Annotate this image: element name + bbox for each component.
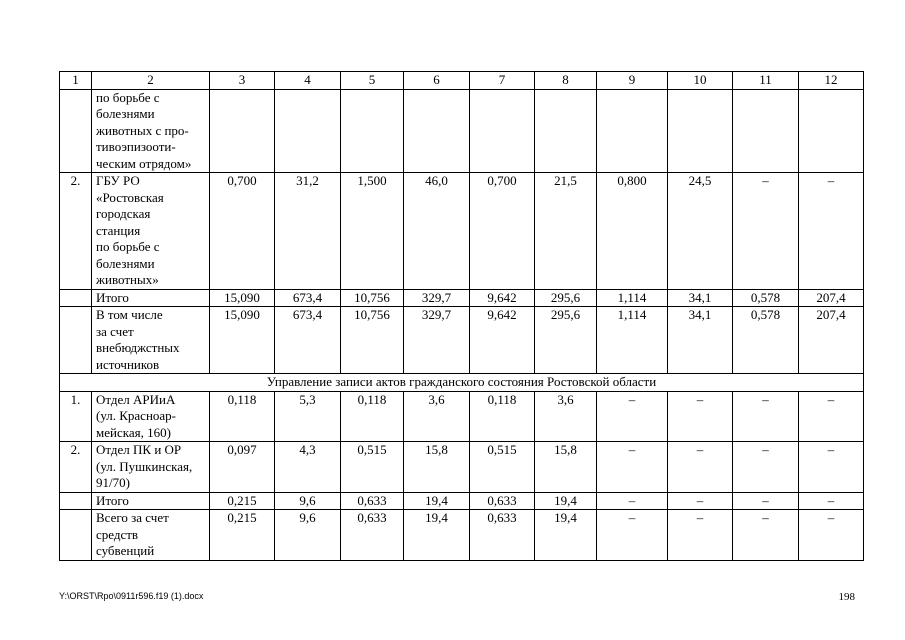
row-number-cell	[60, 307, 92, 374]
value-cell	[733, 89, 799, 173]
footer-page-number: 198	[838, 591, 855, 603]
value-cell: –	[799, 173, 864, 290]
value-cell: 0,700	[470, 173, 535, 290]
value-cell: 0,800	[597, 173, 668, 290]
value-cell: 9,642	[470, 307, 535, 374]
value-cell	[799, 89, 864, 173]
value-cell: 21,5	[535, 173, 597, 290]
value-cell: 0,097	[210, 442, 275, 493]
value-cell: 1,500	[341, 173, 404, 290]
column-number-header: 10	[668, 72, 733, 90]
value-cell: –	[733, 173, 799, 290]
column-number-header: 5	[341, 72, 404, 90]
value-cell: –	[733, 510, 799, 561]
column-number-header: 4	[275, 72, 341, 90]
value-cell: 19,4	[535, 492, 597, 510]
value-cell: –	[597, 510, 668, 561]
value-cell: 0,515	[470, 442, 535, 493]
value-cell: 1,114	[597, 289, 668, 307]
value-cell: 24,5	[668, 173, 733, 290]
value-cell: –	[597, 391, 668, 442]
value-cell: 15,090	[210, 289, 275, 307]
column-number-header: 9	[597, 72, 668, 90]
table-row	[60, 391, 864, 442]
value-cell: 0,578	[733, 289, 799, 307]
value-cell: 1,114	[597, 307, 668, 374]
value-cell: 15,090	[210, 307, 275, 374]
value-cell: 0,118	[470, 391, 535, 442]
value-cell: 3,6	[535, 391, 597, 442]
value-cell: 207,4	[799, 289, 864, 307]
row-number-cell	[60, 510, 92, 561]
value-cell: –	[799, 492, 864, 510]
value-cell: 0,515	[341, 442, 404, 493]
value-cell	[597, 89, 668, 173]
value-cell: 5,3	[275, 391, 341, 442]
value-cell: –	[668, 492, 733, 510]
value-cell: –	[733, 492, 799, 510]
value-cell: 0,700	[210, 173, 275, 290]
value-cell: 0,215	[210, 510, 275, 561]
table-row	[60, 442, 864, 493]
value-cell: 0,633	[341, 510, 404, 561]
value-cell: –	[597, 442, 668, 493]
value-cell	[404, 89, 470, 173]
table-row	[60, 307, 864, 374]
value-cell: 15,8	[404, 442, 470, 493]
value-cell: 34,1	[668, 307, 733, 374]
value-cell: 673,4	[275, 289, 341, 307]
value-cell: 10,756	[341, 307, 404, 374]
value-cell: 9,642	[470, 289, 535, 307]
value-cell: 295,6	[535, 289, 597, 307]
row-name-cell: Отдел АРИиА (ул. Красноар- мейская, 160)	[92, 391, 210, 442]
value-cell: –	[668, 391, 733, 442]
value-cell	[275, 89, 341, 173]
value-cell: 0,633	[341, 492, 404, 510]
value-cell: –	[799, 442, 864, 493]
value-cell: 19,4	[404, 510, 470, 561]
column-number-header: 12	[799, 72, 864, 90]
value-cell	[210, 89, 275, 173]
column-number-header: 11	[733, 72, 799, 90]
table-row	[60, 492, 864, 510]
value-cell: –	[597, 492, 668, 510]
value-cell: 10,756	[341, 289, 404, 307]
value-cell: 673,4	[275, 307, 341, 374]
value-cell: 9,6	[275, 510, 341, 561]
value-cell: –	[799, 391, 864, 442]
row-name-cell: по борьбе с болезнями животных с про- тивоэпизооти- ческим отрядом»	[92, 89, 210, 173]
section-row	[60, 374, 864, 392]
column-number-header: 1	[60, 72, 92, 90]
value-cell: 46,0	[404, 173, 470, 290]
value-cell	[470, 89, 535, 173]
column-number-header: 3	[210, 72, 275, 90]
value-cell: 19,4	[535, 510, 597, 561]
value-cell: 0,118	[210, 391, 275, 442]
value-cell: 207,4	[799, 307, 864, 374]
section-title: Управление записи актов гражданского состояния Ростовской области	[60, 374, 864, 392]
header-row	[60, 72, 864, 90]
value-cell: –	[733, 442, 799, 493]
footer-file-path: Y:\ORST\Rpo\0911r596.f19 (1).docx	[59, 591, 204, 601]
value-cell: 329,7	[404, 307, 470, 374]
value-cell	[341, 89, 404, 173]
value-cell: 9,6	[275, 492, 341, 510]
value-cell	[668, 89, 733, 173]
value-cell: 295,6	[535, 307, 597, 374]
value-cell: 34,1	[668, 289, 733, 307]
value-cell: –	[733, 391, 799, 442]
row-number-cell	[60, 289, 92, 307]
row-name-cell: Отдел ПК и ОР (ул. Пушкинская, 91/70)	[92, 442, 210, 493]
row-number-cell: 1.	[60, 391, 92, 442]
data-table	[59, 71, 864, 561]
row-name-cell: Всего за счет средств субвенций	[92, 510, 210, 561]
row-name-cell: Итого	[92, 492, 210, 510]
row-number-cell	[60, 492, 92, 510]
table-row	[60, 89, 864, 173]
value-cell: 15,8	[535, 442, 597, 493]
value-cell: –	[668, 442, 733, 493]
column-number-header: 8	[535, 72, 597, 90]
column-number-header: 6	[404, 72, 470, 90]
value-cell	[535, 89, 597, 173]
value-cell: 0,118	[341, 391, 404, 442]
value-cell: 0,633	[470, 510, 535, 561]
value-cell: 19,4	[404, 492, 470, 510]
value-cell: 329,7	[404, 289, 470, 307]
value-cell: 0,578	[733, 307, 799, 374]
value-cell: 3,6	[404, 391, 470, 442]
row-number-cell: 2.	[60, 442, 92, 493]
value-cell: 4,3	[275, 442, 341, 493]
value-cell: 31,2	[275, 173, 341, 290]
value-cell: –	[668, 510, 733, 561]
column-number-header: 7	[470, 72, 535, 90]
row-number-cell: 2.	[60, 173, 92, 290]
row-number-cell	[60, 89, 92, 173]
column-number-header: 2	[92, 72, 210, 90]
table-row	[60, 173, 864, 290]
value-cell: 0,633	[470, 492, 535, 510]
row-name-cell: ГБУ РО «Ростовская городская станция по борьбе с болезнями животных»	[92, 173, 210, 290]
value-cell: 0,215	[210, 492, 275, 510]
value-cell: –	[799, 510, 864, 561]
row-name-cell: В том числе за счет внебюджстных источников	[92, 307, 210, 374]
table-row	[60, 289, 864, 307]
table-row	[60, 510, 864, 561]
row-name-cell: Итого	[92, 289, 210, 307]
